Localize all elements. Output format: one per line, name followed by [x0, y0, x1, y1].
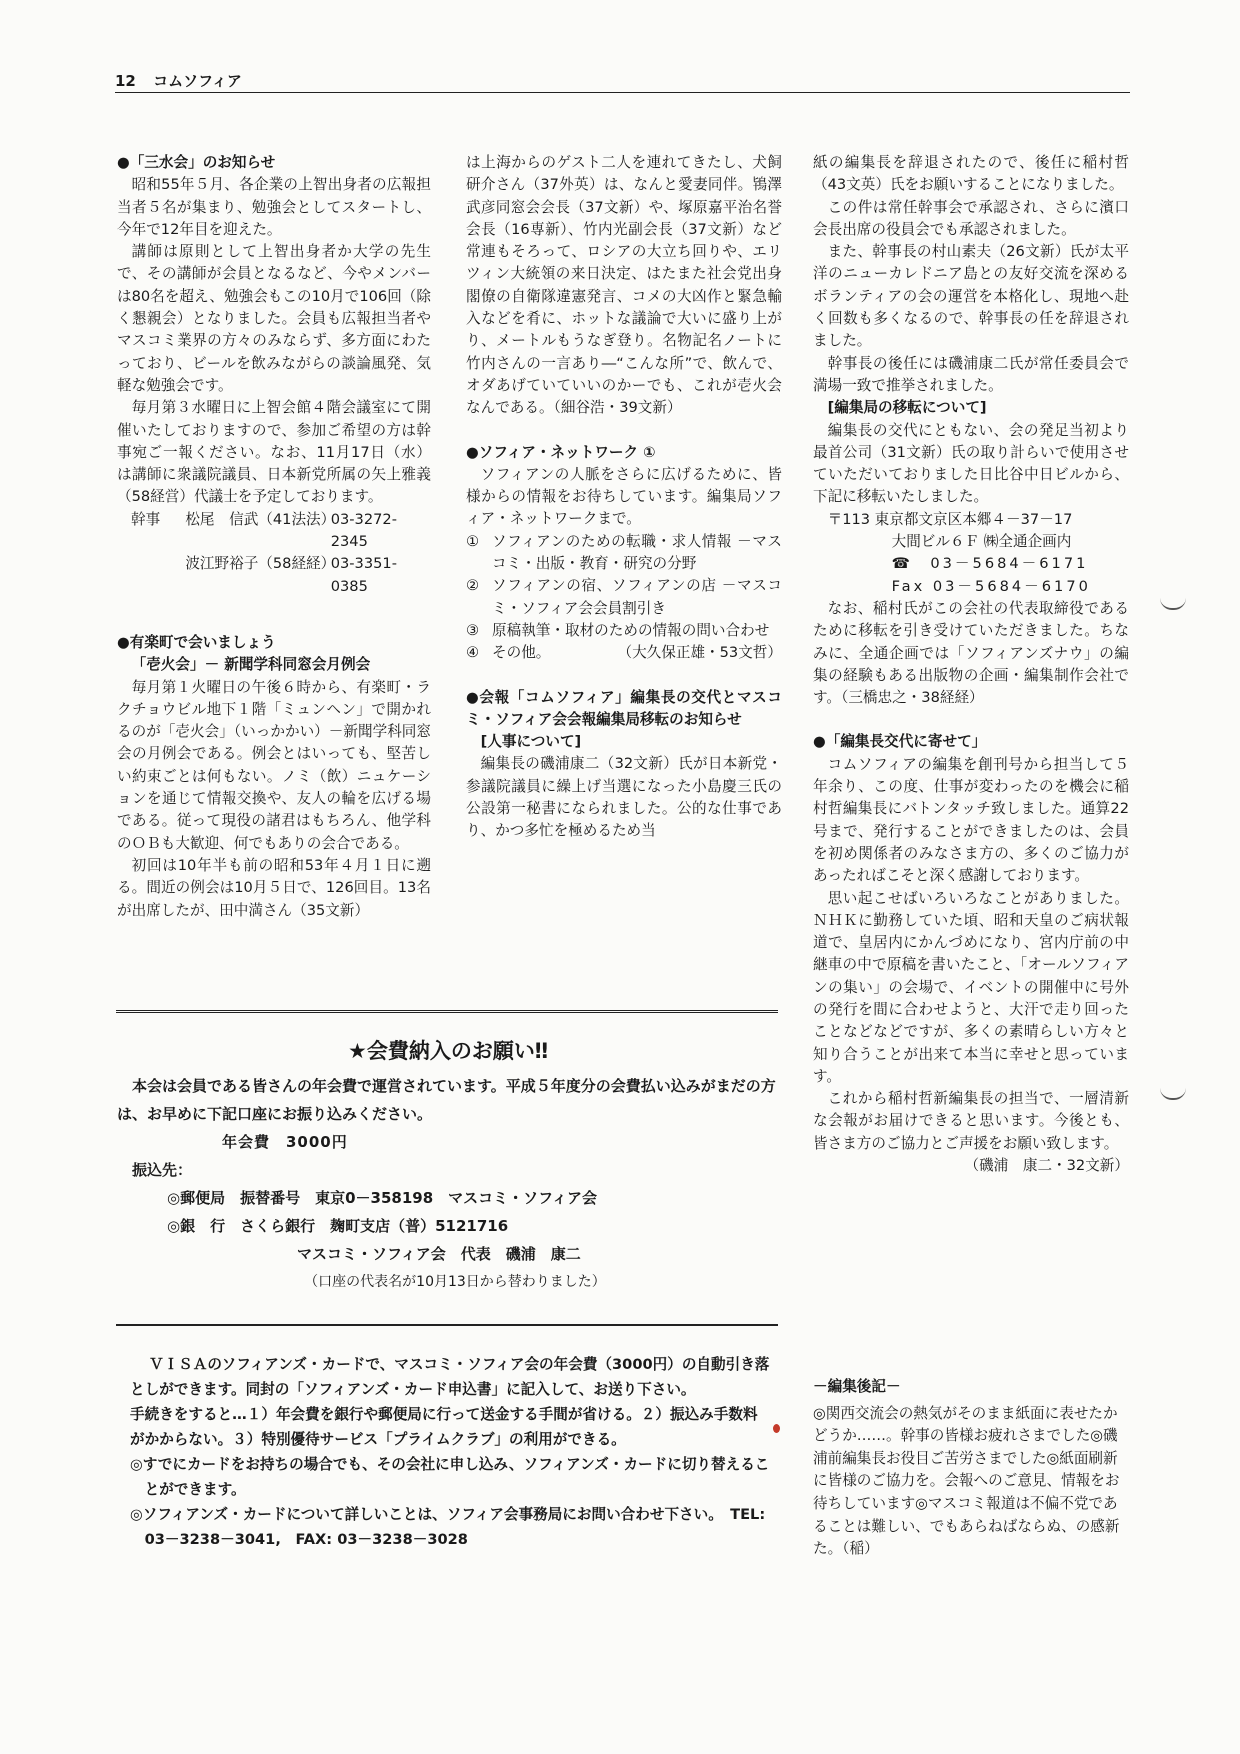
editor-message-para-2: 思い起こせばいろいろなことがありました。ＮＨＫに勤務していた頃、昭和天皇のご病状報道で、皇居内にかんづめになり、宮内庁前の中継車の中で原稿を書いたこと、「オールソフィアンの集い」の会場で、イベントの開催中に号外の発行を間に合わせようと、大汗で走り回ったことなどなどですが、多くの素晴らしい方々と知り合うことが出来て本当に幸せと思っています。 — [813, 889, 1129, 1085]
sansuikai-para-2: 講師は原則として上智出身者か大学の先生で、その講師が会員となるなど、今やメンバーは80名を超え、勉強会もこの10月で106回（除く懇親会）となりました。会員も広報担当者やマスコミ業界の方々のみならず、多方面にわたっており、ビールを飲みながらの談論風発、気軽な勉強会です。 — [117, 243, 431, 394]
editor-change-title: ●会報「コムソフィア」編集長の交代とマスコミ・ソフィア会会報編集局移転のお知らせ — [466, 688, 782, 728]
fee-title: ★会費納入のお願い‼ — [348, 1039, 548, 1063]
editors-afterword — [813, 1376, 1129, 1561]
yurakucho-title: ●有楽町で会いましょう — [117, 633, 276, 651]
account-representative: マスコミ・ソフィア会 代表 磯浦 康二 — [297, 1245, 581, 1263]
address-line-2: 大間ビル６Ｆ ㈱全通企画内 — [891, 533, 1072, 551]
afterword-title: －編集後記－ — [813, 1378, 901, 1395]
contact-row-1 — [117, 509, 431, 554]
contact-1-phone: 03-3272-2345 — [330, 510, 397, 551]
contact-label: 幹事 — [131, 510, 161, 528]
ikkakai-para-2: 初回は10年半も前の昭和53年４月１日に遡る。間近の例会は10月５日で、126回目。13名が出席したが、田中満さん（35文新） — [117, 856, 431, 919]
transfer-label: 振込先： — [132, 1161, 193, 1179]
account-note: （口座の代表名が10月13日から替わりました） — [304, 1274, 606, 1290]
editor-message-para-3: これから稲村哲新編集長の担当で、一層清新な会報がお届けできると思います。今後とも、皆さま方のご協力とご声援をお願い致します。 — [813, 1090, 1129, 1152]
contact-2-name: 波江野裕子（58経経） — [185, 555, 336, 573]
list-item: ① ソフィアンのための転職・求人情報 －マスコミ・出版・教育・研究の分野 — [466, 532, 782, 573]
relocation-para: 編集長の交代にともない、会の発足当初より最首公司（31文新）氏の取り計らいで使用させていただいておりました日比谷中日ビルから、下記に移転いたしました。 — [813, 421, 1129, 506]
visa-card-notice — [130, 1352, 770, 1552]
ink-spot — [773, 1424, 780, 1433]
column-2 — [466, 152, 782, 843]
visa-para-2: 手続きをすると…１）年会費を銀行や郵便局に行って送金する手間が省ける。２）振込み手数料がかからない。３）特別優待サービス「プライムクラブ」の利用ができる。 — [130, 1406, 758, 1448]
magazine-name: コムソフィア — [153, 72, 242, 90]
list-item: ③ 原稿執筆・取材のための情報の問い合わせ — [466, 621, 770, 639]
page-number: 12 — [115, 72, 136, 90]
relocation-para-2: なお、稲村氏がこの会社の代表取締役であるために移転を引き受けていただきました。ちなみに、全通企画では「ソフィアンズナウ」の編集の経験もある出版物の企画・編集制作会社です。（三橋忠之・38経経） — [813, 599, 1129, 707]
postal-account: ◎郵便局 振替番号 東京0－358198 マスコミ・ソフィア会 — [167, 1189, 597, 1207]
column-1 — [117, 152, 431, 922]
contact-2-phone: 03-3351-0385 — [330, 555, 397, 595]
column-3 — [813, 152, 1129, 1177]
network-signature: （大久保正雄・53文哲） — [617, 644, 782, 662]
header-rule — [115, 92, 1130, 93]
list-item: ④ その他。 （大久保正雄・53文哲） — [466, 642, 782, 664]
ikkakai-continued: は上海からのゲスト二人を連れてきたし、犬飼研介さん（37外英）は、なんと愛妻同伴。鴇澤武彦同窓会会長（37文新）や、塚原嘉平治名誉会長（16専新）、竹内光副会長（37文新）など常連もそろって、ロシアの大立ち回りや、エリツィン大統領の来日決定、はたまた社会党出身閣僚の自衛隊違憲発言、コメの大凶作と緊急輸入などを肴に、ホットな議論で大いに盛り上がり、メートルもうなぎ登り。名物記名ノートに竹内さんの一言あり―“こんな所”で、飲んで、オダあげていていいのかーでも、これが壱火会なんである。（細谷浩・39文新） — [466, 154, 782, 417]
binder-hole-mark — [1160, 598, 1186, 610]
fee-bottom-rule — [116, 1324, 778, 1326]
afterword-text: ◎関西交流会の熱気がそのまま紙面に表せたかどうか……。幹事の皆様お疲れさまでした◎磯浦前編集長お役目ご苦労さまでした◎紙面刷新に皆様のご協力を。会報へのご意見、情報をお待ちしています◎マスコミ報道は不偏不党であることは難しい、でもあらねばならぬ、の感新た。（稲） — [813, 1404, 1120, 1558]
editor-message-title: ●「編集長交代に寄せて」 — [813, 733, 987, 751]
binder-hole-mark — [1160, 1088, 1186, 1100]
editor-message-signature: （磯浦 康二・32文新） — [964, 1157, 1129, 1175]
personnel-para-4: 幹事長の後任には磯浦康二氏が常任委員会で満場一致で推挙されました。 — [813, 354, 1129, 394]
fee-amount: 年会費 3000円 — [222, 1133, 348, 1151]
personnel-para-2: この件は常任幹事会で承認され、さらに濱口会長出席の役員会でも承認されました。 — [813, 198, 1129, 238]
personnel-para-3: また、幹事長の村山素夫（26文新）氏が太平洋のニューカレドニア島との友好交流を深めるボランティアの会の運営を本格化し、現地へ赴く回数も多くなるので、幹事長の任を辞退されました。 — [813, 243, 1129, 350]
page-header — [115, 70, 1125, 94]
fee-notice — [117, 1034, 779, 1296]
phone-number: ☎ 03－5684－6171 — [891, 555, 1089, 573]
personnel-para: 編集長の磯浦康二（32文新）氏が日本新党・参議院議員に繰上げ当選になった小島慶三氏の公設第一秘書になられました。公的な仕事であり、かつ多忙を極めるため当 — [466, 755, 782, 840]
visa-para-1: ＶＩＳＡのソフィアンズ・カードで、マスコミ・ソフィア会の年会費（3000円）の自動引き落としができます。同封の「ソフィアンズ・カード申込書」に記入して、お送り下さい。 — [130, 1356, 770, 1398]
relocation-subtitle: [編集局の移転について] — [827, 399, 987, 417]
personnel-subtitle: [人事について] — [480, 733, 582, 751]
fee-top-rule — [116, 1010, 778, 1013]
ikkakai-subtitle: 「壱火会」－ 新聞学科同窓会月例会 — [131, 656, 371, 674]
sansuikai-para-1: 昭和55年５月、各企業の上智出身者の広報担当者５名が集まり、勉強会としてスタートし、今年で12年目を迎えた。 — [117, 176, 431, 238]
list-item: ② ソフィアンの宿、ソフィアンの店 －マスコミ・ソフィア会会員割引き — [466, 577, 782, 617]
editor-message-para-1: コムソフィアの編集を創刊号から担当して５年余り、この度、仕事が変わったのを機会に稲村哲編集長にバトンタッチ致しました。通算22号まで、発行することができましたのは、会員を初め関係者のみなさま方の、多くのご協力があったればこそと深く感謝しております。 — [813, 755, 1129, 885]
fax-number: Fax 03－5684－6170 — [891, 577, 1091, 595]
fee-para: 本会は会員である皆さんの年会費で運営されています。平成５年度分の会費払い込みがまだの方は、お早めに下記口座にお振り込みください。 — [117, 1077, 776, 1123]
address-line-1: 〒113 東京都文京区本郷４－37－17 — [827, 510, 1073, 528]
bank-account: ◎銀 行 さくら銀行 麹町支店（普）5121716 — [167, 1217, 509, 1235]
network-title: ●ソフィア・ネットワーク ① — [466, 443, 656, 461]
ikkakai-para-1: 毎月第１火曜日の午後６時から、有楽町・ラクチョウビル地下１階「ミュンヘン」で開かれるのが「壱火会」（いっかかい）－新聞学科同窓会の月例会である。例会とはいっても、堅苦しい約束ごとは何もない。ノミ（飲）ニュケーションを通じて情報交換や、友人の輪を広げる場である。従って現役の諸君はもちろん、他学科のＯＢも大歓迎、何でもありの会合である。 — [117, 678, 431, 852]
visa-para-3: ◎すでにカードをお持ちの場合でも、その会社に申し込み、ソフィアンズ・カードに切り替えることができます。 — [130, 1456, 770, 1498]
visa-para-4: ◎ソフィアンズ・カードについて詳しいことは、ソフィア会事務局にお問い合わせ下さい。 TEL: 03－3238－3041, FAX: 03－3238－3028 — [130, 1506, 766, 1548]
contact-1-name: 松尾 信武（41法法） — [185, 510, 336, 528]
personnel-continued: 紙の編集長を辞退されたので、後任に稲村哲（43文英）氏をお願いすることになりました。 — [813, 154, 1129, 194]
contact-row-2 — [117, 553, 431, 598]
sansuikai-para-3: 毎月第３水曜日に上智会館４階会議室にて開催いたしておりますので、参加ご希望の方は幹事宛ご一報ください。なお、11月17日（水）は講師に衆議院議員、日本新党所属の矢上雅義（58経営）代議士を予定しております。 — [117, 399, 431, 506]
network-para: ソフィアンの人脈をさらに広げるために、皆様からの情報をお待ちしています。編集局ソフィア・ネットワークまで。 — [466, 465, 782, 528]
sansuikai-title: ●「三水会」のお知らせ — [117, 154, 276, 171]
